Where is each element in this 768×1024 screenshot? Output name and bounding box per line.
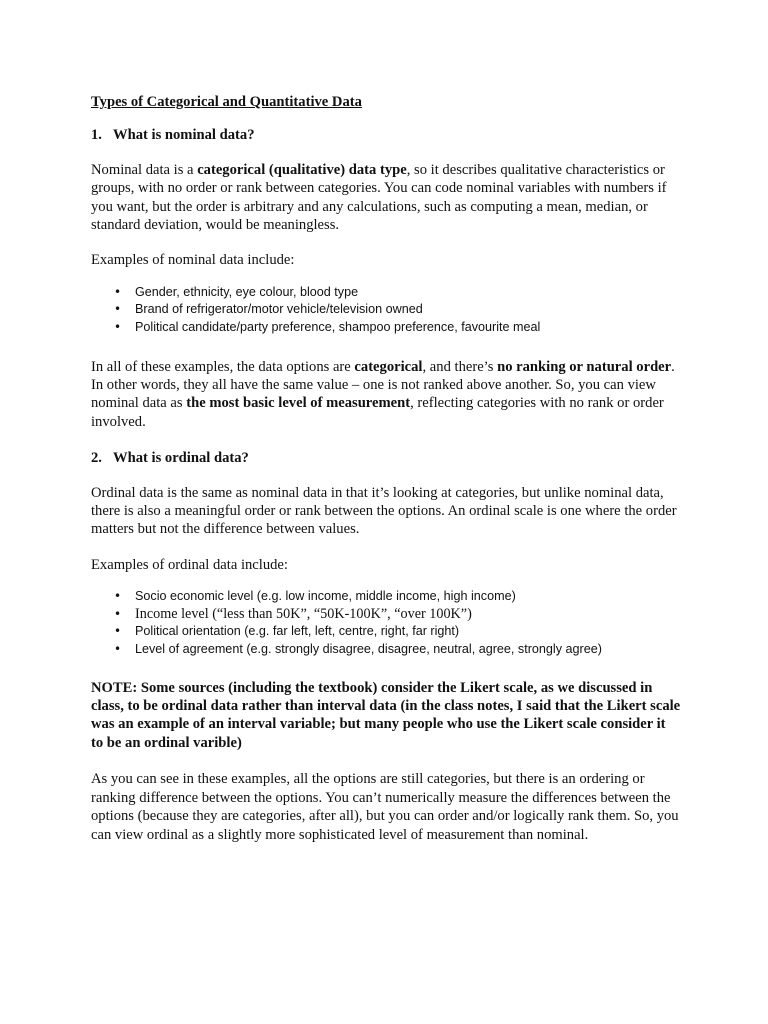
nominal-examples-list bbox=[91, 284, 681, 337]
text-run: , reflecting categories with no rank or order involved. bbox=[91, 395, 664, 430]
list-item: • Income level (“less than 50K”, “50K-100K”, “over 100K”) bbox=[135, 606, 681, 624]
section-heading-nominal bbox=[91, 126, 681, 144]
document-title: Types of Categorical and Quantitative Data bbox=[91, 94, 362, 110]
ordinal-intro-paragraph: Ordinal data is the same as nominal data in that it’s looking at categories, but unlike nominal data, there is also a meaningful order or rank between the options. An ordinal scale is one where the order matters but not the difference between values. bbox=[91, 484, 677, 538]
ordinal-examples-lead: Examples of ordinal data include: bbox=[91, 556, 288, 573]
bold-term: no ranking or natural order bbox=[497, 358, 672, 375]
bold-term: categorical bbox=[354, 358, 423, 375]
list-item: • Gender, ethnicity, eye colour, blood type bbox=[135, 284, 681, 302]
text-run: . In other words, they all have the same value – one is not ranked above another. So, you can view nominal data as bbox=[91, 358, 675, 412]
document-page bbox=[91, 93, 681, 861]
section-heading-text: What is nominal data? bbox=[113, 127, 255, 144]
text-run: , and there’s bbox=[422, 358, 498, 375]
section-heading-text: What is ordinal data? bbox=[113, 450, 249, 467]
section-number: 2. bbox=[91, 450, 102, 467]
text-run: In all of these examples, the data options are bbox=[91, 358, 355, 375]
list-item: • Political orientation (e.g. far left, left, centre, right, far right) bbox=[135, 623, 681, 641]
list-item: • Socio economic level (e.g. low income, middle income, high income) bbox=[135, 588, 681, 606]
nominal-summary-paragraph bbox=[91, 358, 681, 432]
list-item: • Political candidate/party preference, shampoo preference, favourite meal bbox=[135, 319, 681, 337]
bold-term: categorical (qualitative) data type bbox=[197, 161, 407, 178]
section-number: 1. bbox=[91, 127, 102, 144]
nominal-examples-lead: Examples of nominal data include: bbox=[91, 252, 295, 269]
section-heading-ordinal bbox=[91, 449, 681, 467]
list-item: • Level of agreement (e.g. strongly disagree, disagree, neutral, agree, strongly agree) bbox=[135, 641, 681, 659]
ordinal-examples-list bbox=[91, 588, 681, 658]
text-run: , so it describes qualitative characteristics or groups, with no order or rank between categories. You can code nominal variables with numbers if you want, but the order is arbitrary and any calculations, such as computing a mean, median, or standard deviation, would be meaningless. bbox=[91, 161, 667, 234]
list-item: • Brand of refrigerator/motor vehicle/television owned bbox=[135, 301, 681, 319]
ordinal-summary-paragraph: As you can see in these examples, all the options are still categories, but there is an ordering or ranking difference between the options. You can’t numerically measure the differences between the options (because they are categories, after all), but you can order and/or logically rank them. So, you can view ordinal as a slightly more sophisticated level of measurement than nominal. bbox=[91, 771, 679, 843]
likert-note: NOTE: Some sources (including the textbook) consider the Likert scale, as we discussed in class, to be ordinal data rather than interval data (in the class notes, I said that the Likert scale was an example of an interval variable; but many people who use the Likert scale consider it to be an ordinal varible) bbox=[91, 679, 681, 751]
text-run: Nominal data is a bbox=[91, 161, 198, 178]
nominal-intro-paragraph bbox=[91, 161, 681, 235]
bold-term: the most basic level of measurement bbox=[186, 395, 411, 412]
